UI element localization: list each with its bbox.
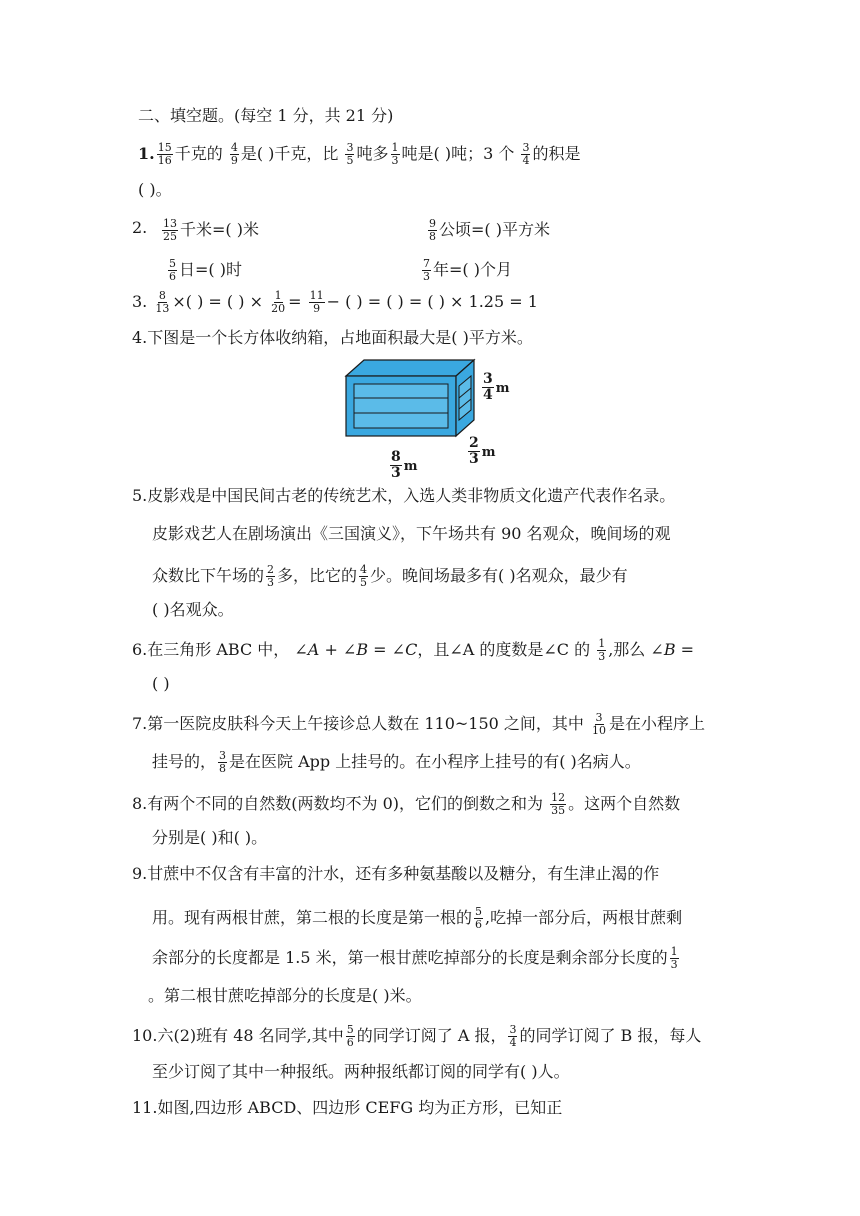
- question-7-line-1: 7.第一医院皮肤科今天上午接诊总人数在 110~150 之间，其中 $\frac{3}{10}$ 是在小程序上: [132, 711, 706, 737]
- question-6: 6.在三角形 ABC 中， ∠A + ∠B = ∠C，且∠A 的度数是∠C 的 $\frac{1}{3}$ ,那么 ∠B =: [132, 637, 695, 663]
- fraction: $\frac{15}{16}$: [157, 141, 172, 167]
- fraction: $\frac{1}{3}$: [391, 141, 399, 167]
- question-11: 11.如图,四边形 ABCD、四边形 CEFG 均为正方形，已知正: [132, 1098, 563, 1117]
- question-2b: $\frac{9}{8}$ 公顷=( )平方米: [429, 217, 550, 243]
- question-7-line-2: 挂号的， $\frac{3}{8}$ 是在医院 App 上挂号的。在小程序上挂号的有( )名病人。: [152, 749, 641, 775]
- question-5-line-1: 5.皮影戏是中国民间古老的传统艺术，入选人类非物质文化遗产代表作名录。: [132, 486, 676, 505]
- question-9-line-2: 用。现有两根甘蔗，第二根的长度是第一根的 $\frac{5}{6}$ ,吃掉一部分后，两根甘蔗剩: [152, 905, 683, 931]
- question-10-line-1: 10.六(2)班有 48 名同学,其中 $\frac{5}{6}$ 的同学订阅了 A 报， $\frac{3}{4}$ 的同学订阅了 B 报，每人: [132, 1023, 702, 1049]
- label-length: $\frac{8}{3}$ m: [391, 449, 418, 481]
- fraction: $\frac{3}{5}$: [346, 141, 354, 167]
- question-1: 1. $\frac{15}{16}$ 千克的 $\frac{4}{9}$ 是( )千克，比 $\frac{3}{5}$ 吨多 $\frac{1}{3}$ 吨是( )吨；3 个 $\frac{3}{4}$ 的积是: [138, 141, 581, 167]
- question-9-line-1: 9.甘蔗中不仅含有丰富的汁水，还有多种氨基酸以及糖分，有生津止渴的作: [132, 864, 660, 883]
- question-number: 1.: [138, 144, 155, 163]
- question-5-line-3: 众数比下午场的 $\frac{2}{3}$ 多，比它的 $\frac{4}{5}$ 少。晚间场最多有( )名观众，最少有: [152, 563, 628, 589]
- question-1-line-2: ( )。: [138, 180, 172, 199]
- question-2c: $\frac{5}{6}$ 日=( )时: [169, 257, 242, 283]
- question-6-line-2: ( ): [152, 674, 170, 693]
- question-4: 4.下图是一个长方体收纳箱，占地面积最大是( )平方米。: [132, 328, 533, 347]
- question-8-line-1: 8.有两个不同的自然数(两数均不为 0)，它们的倒数之和为 $\frac{12}{35}$ 。这两个自然数: [132, 791, 681, 817]
- question-9-line-4: 。第二根甘蔗吃掉部分的长度是( )米。: [148, 986, 422, 1005]
- question-8-line-2: 分别是( )和( )。: [152, 828, 268, 847]
- question-5-line-4: ( )名观众。: [152, 600, 234, 619]
- question-5-line-2: 皮影戏艺人在剧场演出《三国演义》，下午场共有 90 名观众，晚间场的观: [152, 524, 671, 543]
- question-10-line-2: 至少订阅了其中一种报纸。两种报纸都订阅的同学有( )人。: [152, 1062, 570, 1081]
- question-9-line-3: 余部分的长度都是 1.5 米，第一根甘蔗吃掉部分的长度是剩余部分长度的 $\frac{1}{3}$: [152, 945, 678, 971]
- label-width: $\frac{3}{4}$ m: [483, 371, 510, 403]
- question-2a: $\frac{13}{25}$ 千米=( )米: [163, 217, 259, 243]
- fraction: $\frac{3}{4}$: [522, 141, 530, 167]
- question-2d: $\frac{7}{3}$ 年=( )个月: [423, 257, 512, 283]
- fraction: $\frac{4}{9}$: [230, 141, 238, 167]
- question-2-row-1: 2.: [132, 218, 148, 237]
- label-height: $\frac{2}{3}$ m: [469, 435, 496, 467]
- section-title: 二、填空题。(每空 1 分，共 21 分): [138, 106, 394, 125]
- question-3: 3. $\frac{8}{13}$ ×( ) = ( ) × $\frac{1}{20}$ = $\frac{11}{9}$ − ( ) = ( ) = ( ) × 1.25 = 1: [132, 289, 538, 315]
